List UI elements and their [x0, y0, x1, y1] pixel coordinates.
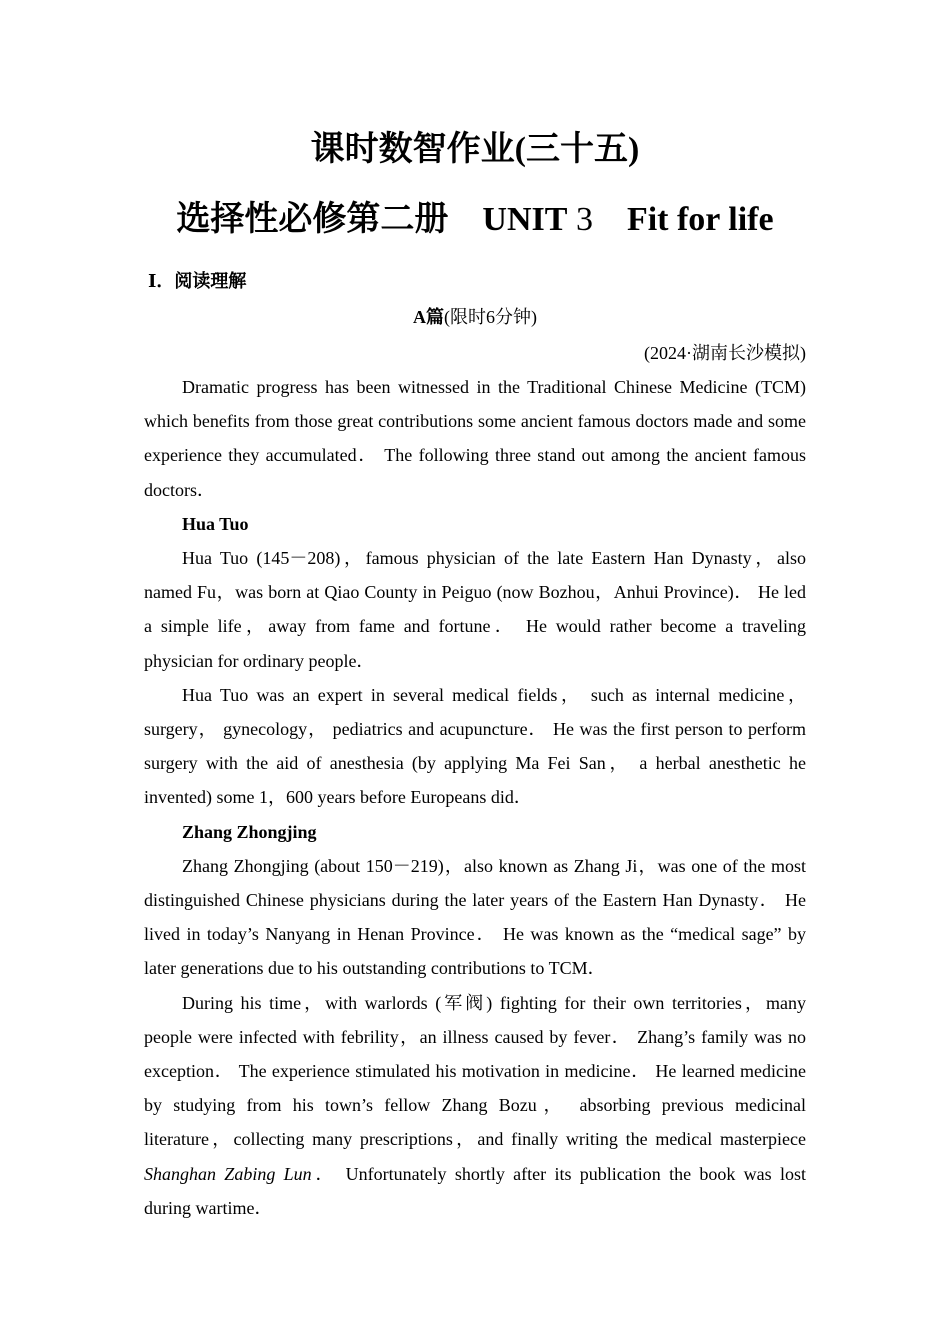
passage-time-limit: (限时6分钟)	[444, 307, 537, 327]
zhang-p2-text-after: ． Unfortunately shortly after its publication the book was lost during wartime．	[144, 1163, 806, 1218]
passage-source: (2024·湖南长沙模拟)	[644, 343, 806, 363]
zhang-zhongjing-paragraph-1: Zhang Zhongjing (about 150－219)，also known as Zhang Ji，was one of the most distinguished Chinese physicians during the later years of the Eastern Han Dynasty． He lived in today’s Nanyang in Henan Province． He was known as the “medical sage” by later generations due to his outstanding contributions to TCM．	[144, 855, 806, 979]
zhang-zhongjing-heading: Zhang Zhongjing	[182, 821, 317, 842]
page-title: 课时数智作业(三十五)	[310, 131, 640, 168]
hua-tuo-paragraph-2: Hua Tuo was an expert in several medical fields， such as internal medicine， surgery， gynecology， pediatrics and acupuncture． He was the first person to perform surgery with the aid of anesthesia (by applying Ma Fei San， a herbal anesthetic he invented) some 1，600 years before Europeans did．	[144, 684, 806, 808]
subtitle-unit-label: UNIT	[482, 201, 568, 238]
zhang-zhongjing-paragraph-2	[144, 986, 806, 1225]
document-page	[144, 122, 806, 1225]
subtitle-unit-number: 3	[575, 201, 593, 238]
hua-tuo-heading: Hua Tuo	[182, 513, 249, 534]
section-heading: Ⅰ．阅读理解	[148, 271, 247, 291]
hua-tuo-paragraph-1: Hua Tuo (145－208)，famous physician of the late Eastern Han Dynasty，also named Fu，was born at Qiao County in Peiguo (now Bozhou，Anhui Province)． He led a simple life，away from fame and fortune． He would rather become a traveling physician for ordinary people．	[144, 548, 806, 671]
book-title: Shanghan Zabing Lun	[144, 1163, 312, 1184]
subtitle-unit-name: Fit for life	[626, 201, 774, 238]
zhang-p2-text-before: During his time，with warlords (军阀) fighting for their own territories，many people were infected with febrility，an illness caused by fever． Zhang’s family was no exception． The experience stimulated his motivation in medicine． He learned medicine by studying from his town’s fellow Zhang Bozu， absorbing previous medicinal literature，collecting many prescriptions，and finally writing the medical masterpiece	[144, 992, 806, 1150]
subtitle-book: 选择性必修第二册	[176, 201, 449, 238]
passage-heading	[144, 304, 806, 330]
unit-subtitle	[144, 192, 806, 248]
passage-label: A篇	[413, 307, 444, 327]
intro-paragraph: Dramatic progress has been witnessed in the Traditional Chinese Medicine (TCM) which benefits from those great contributions some ancient famous doctors made and some experience they accumulated． The following three stand out among the ancient famous doctors．	[144, 377, 806, 500]
